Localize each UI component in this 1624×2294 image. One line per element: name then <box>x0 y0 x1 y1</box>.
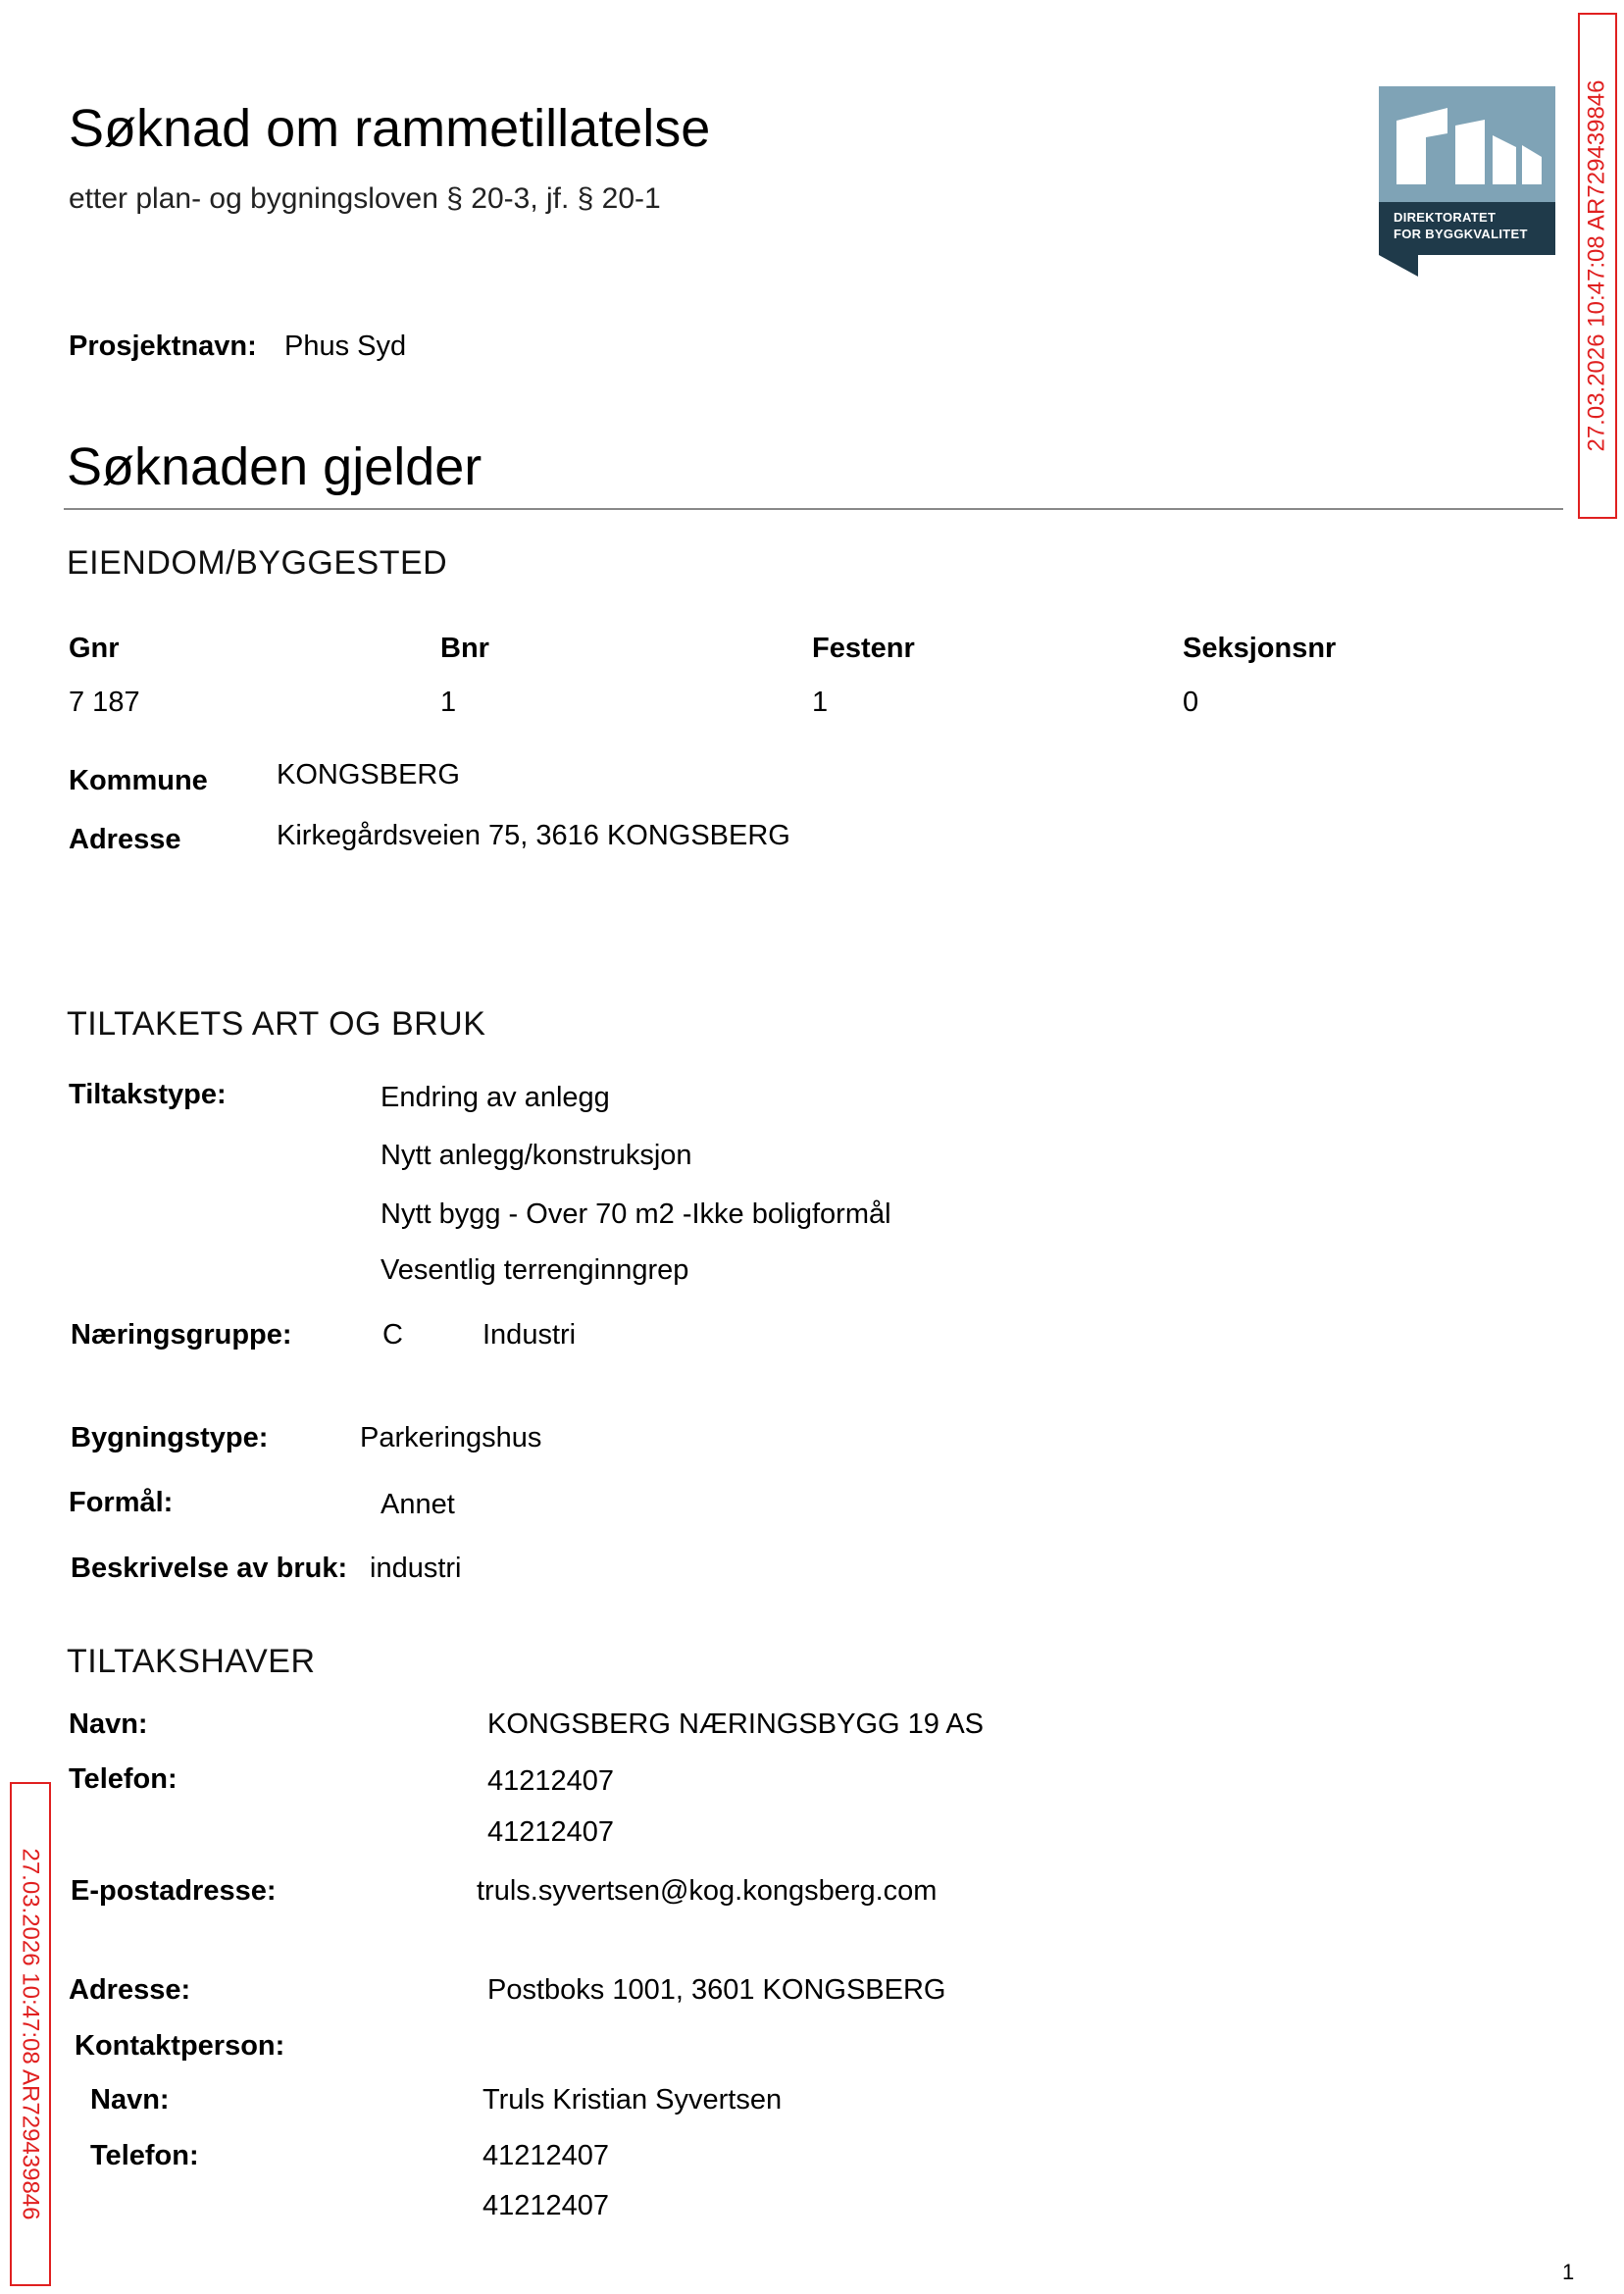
page-number: 1 <box>1562 2260 1575 2284</box>
section-title: Søknaden gjelder <box>67 437 482 496</box>
kontakt-navn-label: Navn: <box>90 2084 170 2116</box>
document-title: Søknad om rammetillatelse <box>69 99 711 158</box>
stamp-text: 27.03.2026 10:47:08 AR729439846 <box>18 1848 44 2220</box>
navn-value: KONGSBERG NÆRINGSBYGG 19 AS <box>487 1708 985 1740</box>
tiltakstype-label: Tiltakstype: <box>69 1079 227 1110</box>
tiltakshaver-adresse-value: Postboks 1001, 3601 KONGSBERG <box>487 1974 946 2006</box>
kontakt-navn-value: Truls Kristian Syvertsen <box>482 2084 783 2116</box>
timestamp-stamp-top <box>1578 13 1617 519</box>
kontakt-telefon-value: 41212407 <box>482 2140 610 2171</box>
project-label: Prosjektnavn: <box>69 331 257 362</box>
tiltakstype-item: Nytt anlegg/konstruksjon <box>381 1140 692 1171</box>
column-header-festenr: Festenr <box>812 633 915 664</box>
eiendom-heading: EIENDOM/BYGGESTED <box>67 544 448 582</box>
dibk-logo <box>1379 86 1555 277</box>
formal-label: Formål: <box>69 1487 174 1518</box>
bnr-value: 1 <box>440 687 457 718</box>
kontakt-telefon-value: 41212407 <box>482 2190 610 2221</box>
kommune-value: KONGSBERG <box>277 759 460 790</box>
column-header-gnr: Gnr <box>69 633 120 664</box>
beskrivelse-value: industri <box>370 1553 462 1584</box>
project-value: Phus Syd <box>284 331 407 362</box>
tiltak-heading: TILTAKETS ART OG BRUK <box>67 1005 486 1043</box>
tiltakstype-item: Nytt bygg - Over 70 m2 -Ikke boligformål <box>381 1198 891 1230</box>
adresse-value: Kirkegårdsveien 75, 3616 KONGSBERG <box>277 820 790 851</box>
column-header-seksjonsnr: Seksjonsnr <box>1183 633 1337 664</box>
kommune-label: Kommune <box>69 765 208 796</box>
navn-label: Navn: <box>69 1708 148 1740</box>
naeringsgruppe-value: Industri <box>482 1319 577 1351</box>
seksjonsnr-value: 0 <box>1183 687 1199 718</box>
adresse-label: Adresse <box>69 824 181 855</box>
stamp-text: 27.03.2026 10:47:08 AR729439846 <box>1584 79 1610 452</box>
column-header-bnr: Bnr <box>440 633 489 664</box>
tiltakshaver-heading: TILTAKSHAVER <box>67 1643 316 1680</box>
telefon-value: 41212407 <box>487 1765 615 1797</box>
naeringsgruppe-label: Næringsgruppe: <box>71 1319 292 1351</box>
document-subtitle: etter plan- og bygningsloven § 20-3, jf. § 20-1 <box>69 182 661 215</box>
tiltakstype-item: Endring av anlegg <box>381 1082 610 1113</box>
bygningstype-label: Bygningstype: <box>71 1422 269 1453</box>
naeringsgruppe-code: C <box>382 1319 403 1351</box>
tiltakstype-item: Vesentlig terrenginngrep <box>381 1254 689 1286</box>
section-divider <box>64 508 1563 510</box>
kontaktperson-label: Kontaktperson: <box>75 2030 285 2062</box>
logo-text-line2: FOR BYGGKVALITET <box>1394 227 1528 241</box>
gnr-value: 7 187 <box>69 687 140 718</box>
festenr-value: 1 <box>812 687 829 718</box>
beskrivelse-label: Beskrivelse av bruk: <box>71 1553 348 1584</box>
logo-text-line1: DIREKTORATET <box>1394 210 1497 225</box>
epost-label: E-postadresse: <box>71 1875 277 1907</box>
timestamp-stamp-side <box>10 1782 51 2286</box>
telefon-label: Telefon: <box>69 1763 178 1795</box>
epost-value: truls.syvertsen@kog.kongsberg.com <box>477 1875 938 1907</box>
kontakt-telefon-label: Telefon: <box>90 2140 199 2171</box>
formal-value: Annet <box>381 1489 455 1520</box>
tiltakshaver-adresse-label: Adresse: <box>69 1974 191 2006</box>
bygningstype-value: Parkeringshus <box>360 1422 542 1453</box>
telefon-value: 41212407 <box>487 1816 615 1848</box>
